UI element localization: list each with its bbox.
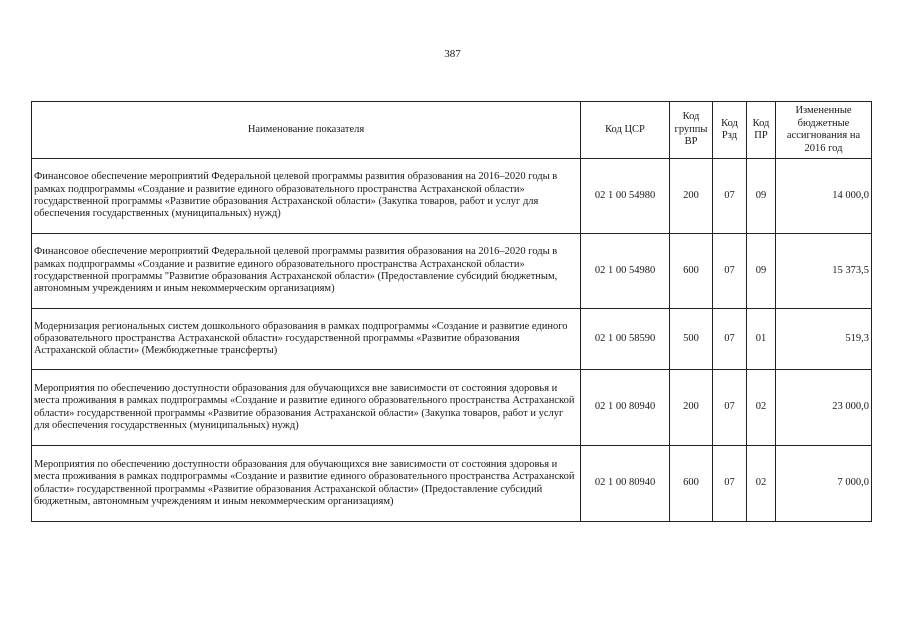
cell-pr: 09 <box>747 159 776 234</box>
header-name: Наименование показателя <box>32 102 581 159</box>
cell-name: Мероприятия по обеспечению доступности образования для обучающихся вне зависимости от состояния здоровья и места проживания в рамках подпрограммы «Создание и развитие единого образовательного пространства Астраханской области» государственной программы «Развитие образования Астраханской области» (Закупка товаров, работ и услуг для обеспечения государственных (муниципальных) нужд) <box>32 370 581 446</box>
header-csr: Код ЦСР <box>581 102 670 159</box>
table-row <box>32 234 872 309</box>
header-pr: Код ПР <box>747 102 776 159</box>
table-row <box>32 446 872 522</box>
cell-amount: 14 000,0 <box>776 159 872 234</box>
cell-name: Финансовое обеспечение мероприятий Федеральной целевой программы развития образования на 2016–2020 годы в рамках подпрограммы «Создание и развитие единого образовательного пространства Астраханской области» государственной программы «Развитие образования Астраханской области» (Закупка товаров, работ и услуг для обеспечения государственных (муниципальных) нужд) <box>32 159 581 234</box>
budget-table <box>31 101 872 522</box>
table-row <box>32 309 872 370</box>
cell-csr: 02 1 00 80940 <box>581 446 670 522</box>
cell-name: Финансовое обеспечение мероприятий Федеральной целевой программы развития образования на 2016–2020 годы в рамках подпрограммы «Создание и развитие единого образовательного пространства Астраханской области» государственной программы "Развитие образования Астраханской области» (Предоставление субсидий бюджетным, автономным учреждениям и иным некоммерческим организациям) <box>32 234 581 309</box>
header-amount: Измененные бюджетные ассигнования на 2016 год <box>776 102 872 159</box>
cell-csr: 02 1 00 54980 <box>581 234 670 309</box>
cell-csr: 02 1 00 80940 <box>581 370 670 446</box>
table-row <box>32 159 872 234</box>
cell-pr: 02 <box>747 370 776 446</box>
cell-amount: 15 373,5 <box>776 234 872 309</box>
cell-amount: 519,3 <box>776 309 872 370</box>
cell-csr: 02 1 00 54980 <box>581 159 670 234</box>
header-rzd: Код Рзд <box>713 102 747 159</box>
cell-name: Модернизация региональных систем дошкольного образования в рамках подпрограммы «Создание и развитие единого образовательного пространства Астраханской области» государственной программы «Развитие образования Астраханской области» (Межбюджетные трансферты) <box>32 309 581 370</box>
cell-vr: 200 <box>670 370 713 446</box>
page-number: 387 <box>444 48 461 60</box>
cell-vr: 600 <box>670 446 713 522</box>
table-header-row <box>32 102 872 159</box>
cell-pr: 02 <box>747 446 776 522</box>
cell-rzd: 07 <box>713 234 747 309</box>
cell-amount: 23 000,0 <box>776 370 872 446</box>
cell-pr: 01 <box>747 309 776 370</box>
cell-csr: 02 1 00 58590 <box>581 309 670 370</box>
cell-vr: 200 <box>670 159 713 234</box>
cell-vr: 500 <box>670 309 713 370</box>
cell-name: Мероприятия по обеспечению доступности образования для обучающихся вне зависимости от состояния здоровья и места проживания в рамках подпрограммы «Создание и развитие единого образовательного пространства Астраханской области» государственной программы «Развитие образования Астраханской области» (Предоставление субсидий бюджетным, автономным учреждениям и иным некоммерческим организациям) <box>32 446 581 522</box>
cell-rzd: 07 <box>713 309 747 370</box>
cell-rzd: 07 <box>713 370 747 446</box>
cell-rzd: 07 <box>713 446 747 522</box>
table-row <box>32 370 872 446</box>
cell-rzd: 07 <box>713 159 747 234</box>
header-vr: Код группы ВР <box>670 102 713 159</box>
cell-vr: 600 <box>670 234 713 309</box>
cell-amount: 7 000,0 <box>776 446 872 522</box>
cell-pr: 09 <box>747 234 776 309</box>
